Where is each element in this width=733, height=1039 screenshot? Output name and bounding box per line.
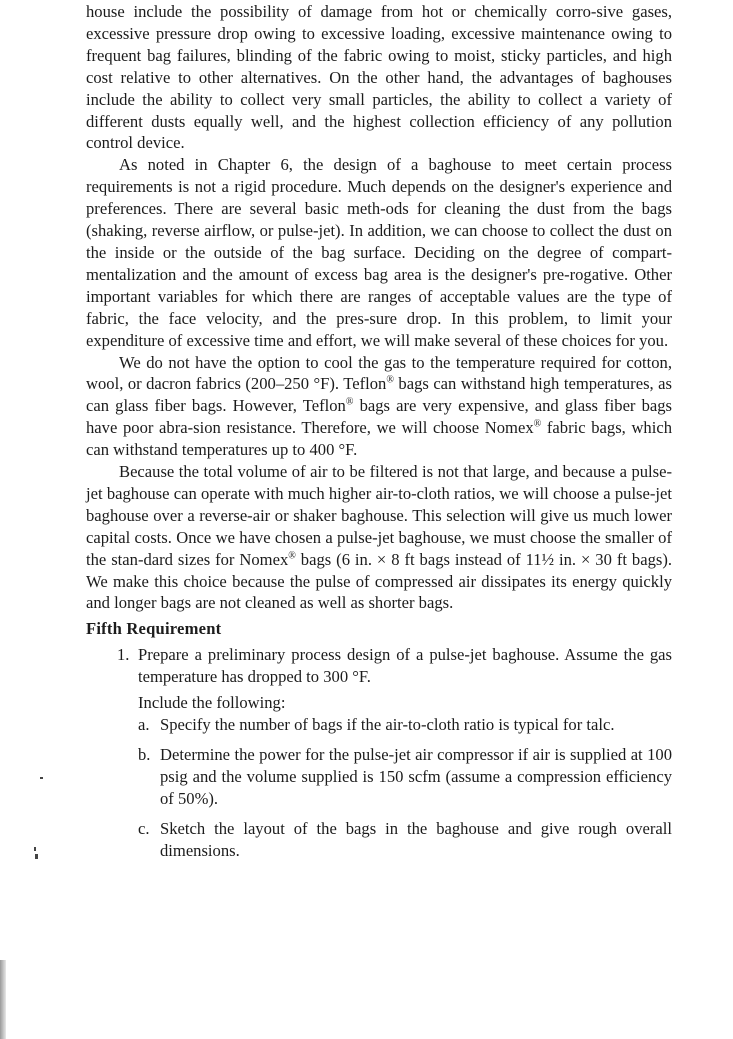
document-page (86, 1, 672, 869)
fabric-text-part-2: bags can withstand high temperatures, as can glass fiber bags. However, Teflon (86, 374, 672, 416)
scan-speck (40, 777, 43, 779)
sub-item-letter: a. (138, 715, 150, 734)
pulse-jet-text-part-1: Because the total volume of air to be filtered is not that large, and because a pulse-jet baghouse can operate with much higher air-to-cloth ratios, we will choose a pulse-jet baghouse over a reverse-air or shaker baghouse. This selection will give us much lower capital costs. Once we have chosen a pulse-jet baghouse, we must choose the smaller of the stan-dard sizes for Nomex (86, 462, 672, 569)
registered-mark: ® (288, 550, 296, 562)
registered-mark: ® (533, 418, 542, 430)
sub-item-c (86, 818, 672, 862)
scan-page-edge-shadow (0, 960, 6, 1039)
sub-item-text: Sketch the layout of the bags in the baghouse and give rough overall dimensions. (160, 818, 672, 860)
fabric-text-part-1: We do not have the option to cool the gas to the temperature required for cotton, wool, or dacron fabrics (200–250 °F). Teflon (86, 352, 672, 394)
sub-item-text: Determine the power for the pulse-jet air compressor if air is supplied at 100 psig and the volume supplied is 150 scfm (assume a compression efficiency of 50%). (160, 744, 672, 808)
paragraph-baghouse-design: As noted in Chapter 6, the design of a baghouse to meet certain process requirements is not a rigid procedure. Much depends on the designer's experience and preferences. There are several basic meth-ods for cleaning the dust from the bags (shaking, reverse airflow, or pulse-jet). In addition, we can choose to collect the dust on the inside or the outside of the bag surface. Deciding on the degree of compart-mentalization and the amount of excess bag area is the designer's pre-rogative. Other important variables for which there are ranges of acceptable values are the type of fabric, the face velocity, and the pres-sure drop. In this problem, to limit your expenditure of excessive time and effort, we will make several of these choices for you. (86, 155, 672, 350)
sub-item-text: Specify the number of bags if the air-to-cloth ratio is typical for talc. (160, 715, 615, 734)
section-heading: Fifth Requirement (86, 619, 222, 639)
requirement-item-number: 1. (117, 645, 130, 665)
registered-mark: ® (386, 374, 394, 386)
sub-item-b (86, 744, 672, 810)
scan-speck (35, 854, 38, 859)
paragraph-pulse-jet-choice (86, 461, 672, 614)
paragraph-baghouse-disadvantages: house include the possibility of damage from hot or chemically corro-sive gases, excessive pressure drop owing to excessive loading, excessive maintenance owing to frequent bag failures, blinding of the fabric owing to moist, sticky particles, and high cost relative to other alternatives. On the other hand, the advantages of baghouses include the ability to collect very small particles, the ability to collect a variety of different dusts equally well, and the highest collection efficiency of any pollution control device. (86, 2, 672, 153)
requirement-item (86, 644, 672, 688)
scan-speck (34, 847, 36, 851)
sub-item-letter: b. (138, 744, 151, 764)
pulse-jet-text-part-2: bags (6 in. × 8 ft bags instead of 11½ in. × 30 ft bags). We make this choice because the pulse of compressed air dissipates its energy quickly and longer bags are not cleaned as well as shorter bags. (86, 549, 672, 613)
fabric-text-part-4: fabric bags, which can withstand temperatures up to 400 °F. (86, 418, 672, 460)
fabric-text-part-3: bags are very expensive, and glass fiber bags have poor abra-sion resistance. Therefore, we will choose Nomex (86, 396, 673, 438)
sub-item-a (86, 714, 672, 736)
requirement-item-text: Prepare a preliminary process design of a pulse-jet baghouse. Assume the gas temperature has dropped to 300 °F. (138, 645, 672, 687)
registered-mark: ® (345, 396, 354, 408)
paragraph-fabric-choice (86, 352, 672, 462)
include-label: Include the following: (138, 693, 286, 713)
sub-item-letter: c. (138, 818, 150, 838)
